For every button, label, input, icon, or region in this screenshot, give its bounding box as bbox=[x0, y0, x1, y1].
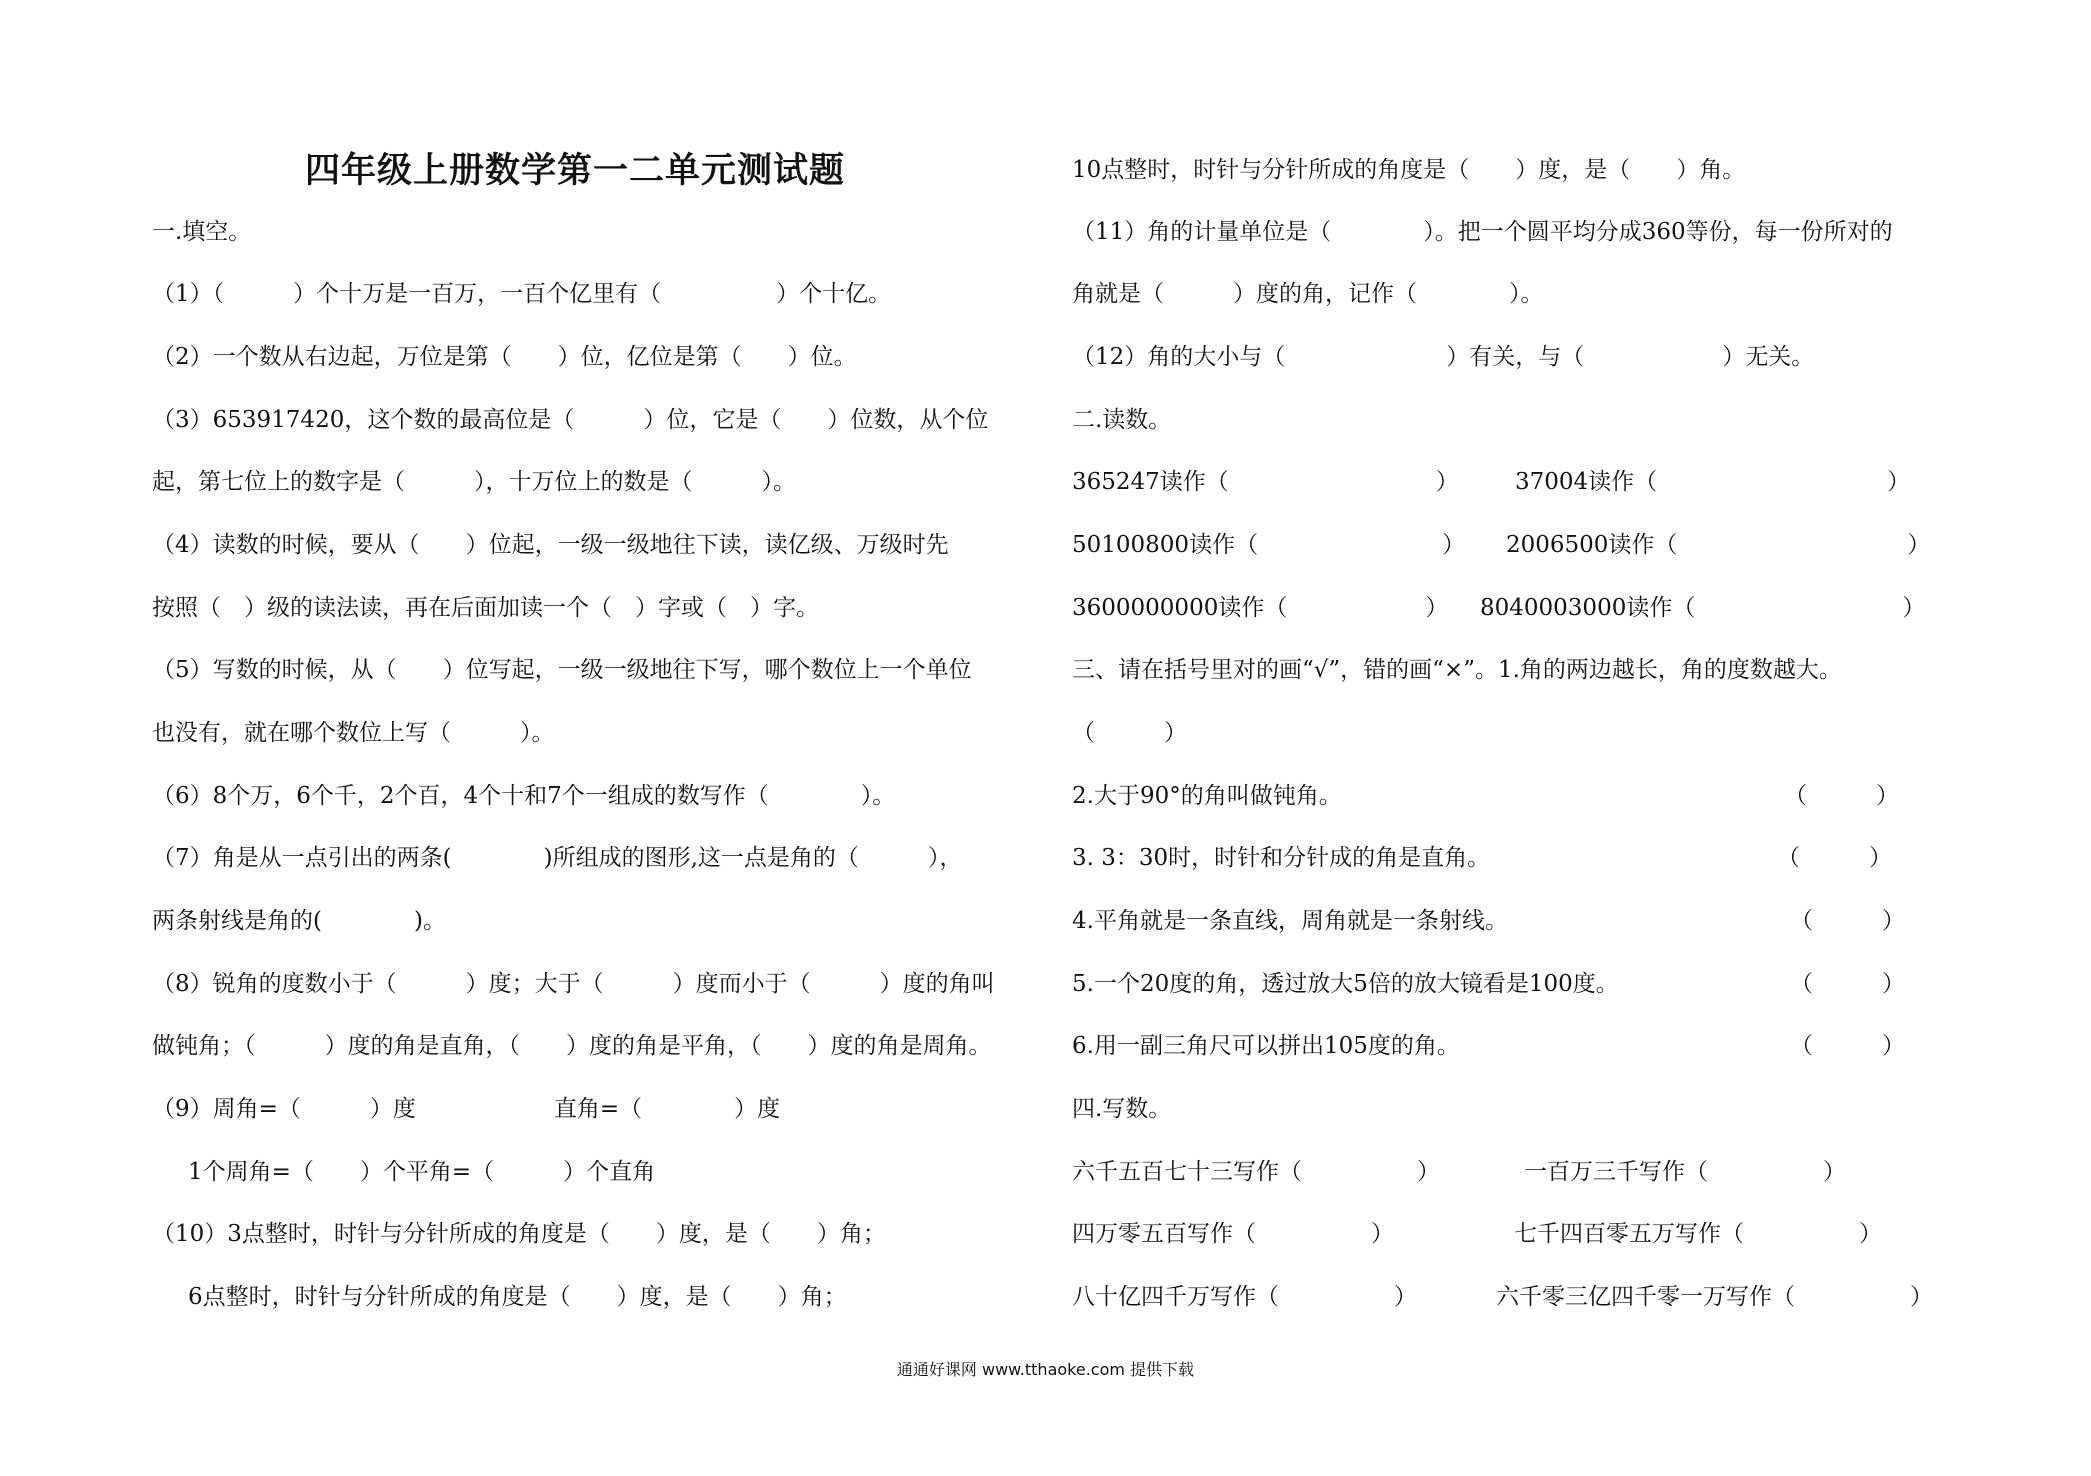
question-line: （5）写数的时候，从（ ）位写起，一级一级地往下写，哪个数位上一个单位 bbox=[152, 657, 972, 683]
reading-item: 2006500读作（ ） bbox=[1506, 532, 1931, 558]
judge-blank: （ ） bbox=[1777, 845, 1892, 871]
writing-item: 六千五百七十三写作（ ） bbox=[1072, 1159, 1440, 1185]
footer-credit: 通通好课网 www.tthaoke.com 提供下载 bbox=[896, 1360, 1195, 1379]
question-line: （1）（ ）个十万是一百万，一百个亿里有（ ）个十亿。 bbox=[152, 281, 892, 307]
question-line: （4）读数的时候，要从（ ）位起，一级一级地往下读，读亿级、万级时先 bbox=[152, 532, 949, 558]
judge-blank: （ ） bbox=[1072, 720, 1187, 746]
judge-blank: （ ） bbox=[1790, 908, 1905, 934]
writing-item: 六千零三亿四千零一万写作（ ） bbox=[1496, 1284, 1933, 1310]
question-line: 10点整时，时针与分针所成的角度是（ ）度，是（ ）角。 bbox=[1072, 157, 1746, 183]
question-line: 做钝角；（ ）度的角是直角，（ ）度的角是平角，（ ）度的角是周角。 bbox=[152, 1033, 992, 1059]
writing-item: 八十亿四千万写作（ ） bbox=[1072, 1284, 1417, 1310]
section-writing-heading: 四.写数。 bbox=[1072, 1096, 1172, 1122]
section-reading-heading: 二.读数。 bbox=[1072, 407, 1172, 433]
reading-item: 365247读作（ ） bbox=[1072, 469, 1459, 495]
question-line: （3）653917420，这个数的最高位是（ ）位，它是（ ）位数，从个位 bbox=[152, 407, 989, 433]
question-line: （9）周角=（ ）度 直角=（ ）度 bbox=[152, 1096, 781, 1122]
question-line: 按照（ ）级的读法读，再在后面加读一个（ ）字或（ ）字。 bbox=[152, 595, 819, 621]
writing-item: 七千四百零五万写作（ ） bbox=[1514, 1221, 1882, 1247]
page-title: 四年级上册数学第一二单元测试题 bbox=[305, 150, 846, 191]
question-line: （6）8个万，6个千，2个百，4个十和7个一组成的数写作（ ）。 bbox=[152, 783, 896, 809]
judge-blank: （ ） bbox=[1790, 1033, 1905, 1059]
question-line: 1个周角=（ ）个平角=（ ）个直角 bbox=[188, 1159, 656, 1185]
question-line: （10）3点整时，时针与分针所成的角度是（ ）度，是（ ）角； bbox=[152, 1221, 886, 1247]
question-line: 也没有，就在哪个数位上写（ ）。 bbox=[152, 720, 555, 746]
judge-question: 3. 3：30时，时针和分针成的角是直角。 bbox=[1072, 845, 1491, 871]
question-line: 6点整时，时针与分针所成的角度是（ ）度，是（ ）角； bbox=[188, 1284, 847, 1310]
question-line: （7）角是从一点引出的两条( )所组成的图形,这一点是角的（ ）， bbox=[152, 845, 963, 871]
reading-item: 8040003000读作（ ） bbox=[1480, 595, 1926, 621]
question-line: （11）角的计量单位是（ ）。把一个圆平均分成360等份，每一份所对的 bbox=[1072, 219, 1893, 245]
reading-item: 37004读作（ ） bbox=[1515, 469, 1911, 495]
question-line: （12）角的大小与（ ）有关，与（ ）无关。 bbox=[1072, 344, 1815, 370]
judge-blank: （ ） bbox=[1784, 783, 1899, 809]
question-line: （8）锐角的度数小于（ ）度；大于（ ）度而小于（ ）度的角叫 bbox=[152, 971, 995, 997]
question-line: 角就是（ ）度的角，记作（ ）。 bbox=[1072, 281, 1544, 307]
writing-item: 一百万三千写作（ ） bbox=[1524, 1159, 1846, 1185]
judge-question: 6.用一副三角尺可以拼出105度的角。 bbox=[1072, 1033, 1460, 1059]
question-line: （2）一个数从右边起，万位是第（ ）位，亿位是第（ ）位。 bbox=[152, 344, 857, 370]
judge-blank: （ ） bbox=[1790, 971, 1905, 997]
reading-item: 3600000000读作（ ） bbox=[1072, 595, 1449, 621]
judge-question: 4.平角就是一条直线，周角就是一条射线。 bbox=[1072, 908, 1508, 934]
judge-question: 5.一个20度的角，透过放大5倍的放大镜看是100度。 bbox=[1072, 971, 1619, 997]
reading-item: 50100800读作（ ） bbox=[1072, 532, 1466, 558]
question-line: 起，第七位上的数字是（ ），十万位上的数是（ ）。 bbox=[152, 469, 796, 495]
section-fill-blank-heading: 一.填空。 bbox=[152, 219, 252, 245]
judge-question: 2.大于90°的角叫做钝角。 bbox=[1072, 783, 1342, 809]
question-line: 两条射线是角的( )。 bbox=[152, 908, 446, 934]
section-judge-heading: 三、请在括号里对的画“√”，错的画“×”。1.角的两边越长，角的度数越大。 bbox=[1072, 657, 1842, 683]
writing-item: 四万零五百写作（ ） bbox=[1072, 1221, 1394, 1247]
